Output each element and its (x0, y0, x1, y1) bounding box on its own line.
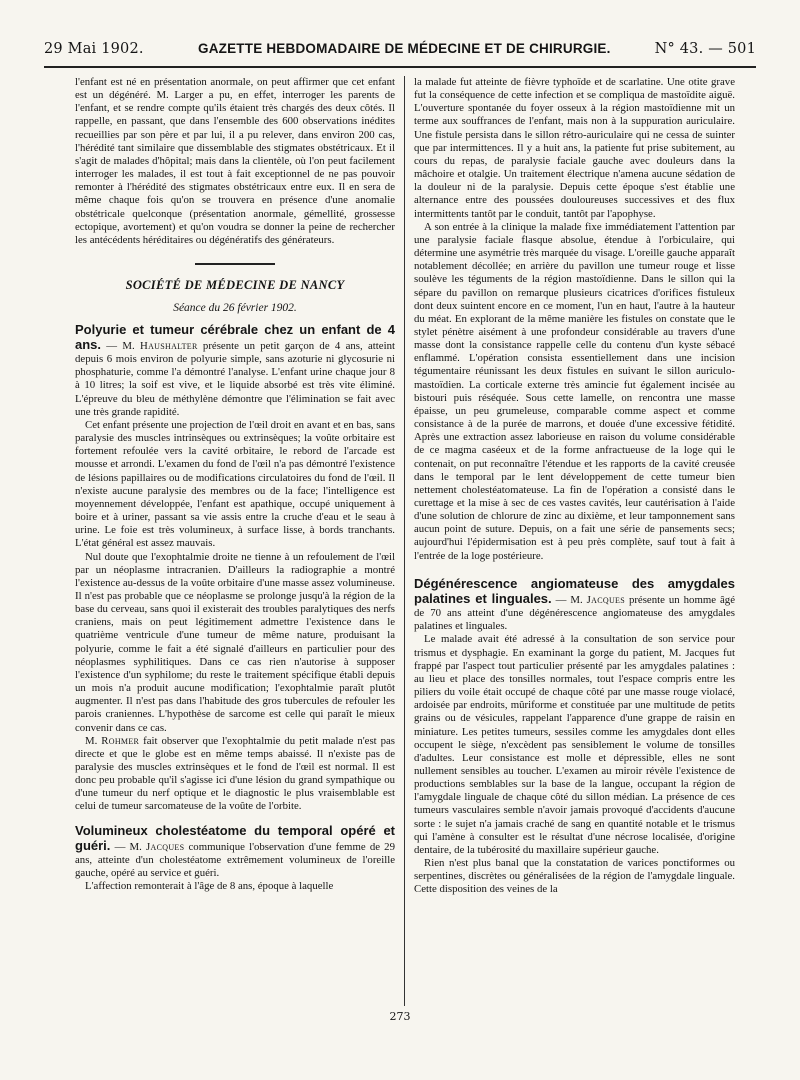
paragraph: Le malade avait été adressé à la consultation de son service pour trismus et dysphagie. En examinant la gorge du patient, M. Jacques fut frappé par l'aspect tout particulier présenté par les amygdales palatines : au lieu et place des tonsilles normales, tout l'espace compris entre les piliers du voile était occupé de chaque côté par une masse rouge violacé, ardoisée par endroits, mûriforme et constituée par une multitude de petits grains ou de vésicules, rappelant l'apparence d'une grappe de raisin en miniature. Les petites tumeurs, sessiles comme les amygdales dont elles occupent le siège, n'excèdent pas sensiblement le volume de tonsilles d'adultes. Leur consistance est molle et dépressible, elles ne sont nullement sensibles au toucher. L'examen au miroir révèle l'existence de productions semblables sur la base de la langue, occupant la région de l'amygdale linguale de chaque côté du sillon médian. La présence de ces tumeurs vasculaires semble n'avoir jamais provoqué d'accidents d'aucune sorte : le sujet n'a jamais craché de sang en quantité notable et le trismus qui l'amène à consulter est le résultat d'une nécrose localisée, d'origine dentaire, de la tubérosité du maxillaire supérieur gauche. (414, 633, 735, 856)
page-header (44, 38, 756, 60)
session-date: Séance du 26 février 1902. (173, 301, 297, 314)
header-rule (44, 66, 756, 68)
header-issue-page: N° 43. — 501 (654, 41, 756, 57)
column-divider (404, 76, 405, 1006)
paragraph: Cet enfant présente une projection de l'œil droit en avant et en bas, sans paralysie des muscles intrinsèques ou extrinsèques; la voûte orbitaire est fortement refoulée vers la cavité orbitaire, le rebord de l'arcade est mousse et arrondi. L'examen du fond de l'œil n'a pas démontré l'existence de lésions papillaires ou de modifications circulatoires du fond de l'œil. Il n'existe aucune paralysie des membres ou de la face; l'intelligence est moyennement développée, l'enfant est apathique, occupé uniquement à boire et à uriner, passant sa vie assis entre la cruche d'eau et le seau à urine. Le foie est très volumineux, à surface lisse, à bords tranchants. L'état général est assez mauvais. (75, 418, 395, 550)
paragraph: Rien n'est plus banal que la constatation de varices ponctiformes ou serpentines, discrètes ou généralisées de la région de l'amygdale linguale. Cette disposition des veines de la (414, 857, 735, 896)
continued-paragraph: l'enfant est né en présentation anormale, on peut affirmer que cet enfant est un dégénéré. M. Larger a pu, en effet, interroger les parents de l'enfant, et se rendre compte qu'ils étaient très chargés des deux côtés. Il rappelle, en passant, que dans l'ensemble des 600 observations inédites recueillies par son père et par lui, il a pu relever, dans environ 200 cas, l'hérédité tant similaire que dissemblable des stigmates obstétricaux. Et il s'agit de malades d'hôpital; mais dans la clientèle, où l'on peut facilement interroger les malades, il est tout à fait exceptionnel de ne pas pouvoir remonter à l'hérédité des stigmates obstétricaux entre eux. Il en sera de même chaque fois qu'on se trouvera en présence d'une anomalie obstétricale quelconque (présentation anormale, gémellité, grossesse ectopique, avortement) et qu'on voudra se donner la peine de rechercher les antécédents héréditaires ou dégénératifs des générateurs. (75, 76, 395, 246)
author-rohmer: Rohmer (101, 734, 140, 747)
header-journal-title: GAZETTE HEBDOMADAIRE DE MÉDECINE ET DE CHIRURGIE. (198, 41, 611, 56)
article-degenerescence: Dégénérescence angiomateuse des amygdales palatines et linguales. — M. Jacques présente un homme âgé de 70 ans atteint d'une dégénérescence angiomateuse des amygdales palatines et linguales. (414, 575, 735, 633)
paragraph-rohmer: M. Rohmer fait observer que l'exophtalmie du petit malade n'est pas directe et que le globe est en même temps abaissé. Il n'existe pas de paralysie des muscles extrinsèques et le fond de l'œil est normal. Il est donc peu probable qu'il s'agisse ici d'une lésion du grand sympathique ou d'une tumeur du nerf optique et le diagnostic le plus vraisemblable est celui de tumeur sarcomateuse de la voûte de l'orbite. (75, 734, 395, 813)
section-rule (195, 263, 275, 265)
paragraph: A son entrée à la clinique la malade fixe immédiatement l'attention par une paralysie faciale flasque absolue, étendue à l'orbiculaire, qui détermine une asymétrie très marquée du visage. L'oreille gauche apparaît notablement décollée; en arrière du pavillon une tumeur rouge et lisse soulève les téguments de la région mastoïdienne. Dans le sillon qui la sépare du pavillon on remarque plusieurs cicatrices d'orifices fistuleux dont deux suintent encore en ce moment, l'un en haut, l'autre à la hauteur du méat. En explorant de la même manière les fistules on constate que le stylet pénètre aisément à une profondeur considérable au travers d'une masse dont la consistance rappelle celle du contenu d'un kyste sébacé enflammé. L'opération consista essentiellement dans une incision tégumentaire réunissant les deux fistules en suivant le sillon auriculo-mastoïdien. La corticale externe très amincie fut également incisée au bistouri puis réséquée. Sous cette lamelle, on rencontra une masse épaisse, un peu grumeleuse, comparable comme aspect et comme consistance à de la purée de marrons, et douée d'une excessive fétidité. Après une extraction assez laborieuse en raison du volume considérable de ce magma caséeux et de la forme anfractueuse de la loge qui le contenait, on put reconnaître l'étendue et les rapports de la cavité creusée dans le temporal par le lent développement de cette tumeur bien nettement cholestéatomateuse. La fin de l'opération a consisté dans le curettage et la mise à sec de ces vastes cavités, leur cautérisation à l'aide d'une solution de chlorure de zinc au dixième, et leur tamponnement sans aucun point de suture. Depuis, on a fait une série de pansements secs; aujourd'hui l'épidermisation est à peu près complète, sauf tout à fait à l'entrée de la loge postérieure. (414, 220, 735, 562)
left-column (75, 76, 395, 1038)
article-cholesteatome: Volumineux cholestéatome du temporal opéré et guéri. — M. Jacques communique l'observation d'une femme de 29 ans, atteinte d'un cholestéatome extrêmement volumineux de l'oreille gauche, opéré au service et guéri. (75, 822, 395, 880)
right-column (414, 76, 735, 1038)
article-title-cholesteatome: Volumineux cholestéatome du temporal opéré et guéri. (75, 822, 395, 853)
author-jacques: Jacques (586, 593, 625, 606)
society-title: SOCIÉTÉ DE MÉDECINE DE NANCY (125, 277, 345, 292)
paragraph: L'affection remonterait à l'âge de 8 ans, époque à laquelle (85, 880, 334, 893)
paragraph: Nul doute que l'exophtalmie droite ne tienne à un refoulement de l'œil par un néoplasme intracranien. D'ailleurs la radiographie a montré l'existence au-dessus de la voûte orbitaire d'une masse assez volumineuse. Il n'est pas probable que ce néoplasme se prolonge jusqu'à la région de la base du cerveau, sans quoi il existerait des troubles paralytiques des nerfs craniens, mais on peut légitimement admettre l'existence dans le quatrième ventricule d'une tumeur de même nature, produisant la polyurie, comme le fait a été signalé d'ailleurs en particulier pour des néoplasmes syphilitiques. Dans ce cas rien n'autorise à supposer l'existence d'un syphilome; du reste le traitement spécifique établi depuis un mois n'a produit aucune modification; l'exophtalmie paraît plutôt augmenter. Il n'est pas dans l'habitude des gros tubercules de refouler les parois craniennes. L'hypothèse de sarcome est celle qui paraît le mieux convenir dans ce cas. (75, 550, 395, 734)
article-title-degenerescence: Dégénérescence angiomateuse des amygdales palatines et linguales. (414, 575, 735, 606)
article-title-polyurie: Polyurie et tumeur cérébrale chez un enfant de 4 ans. (75, 321, 395, 352)
article-polyurie: Polyurie et tumeur cérébrale chez un enfant de 4 ans. — M. Haushalter présente un petit garçon de 4 ans, atteint depuis 6 mois environ de polyurie simple, sans azoturie ni glycosurie ni phosphaturie, comme l'a démontré l'analyse. L'enfant urine chaque jour 8 à 10 litres; la soif est vive, et le liquide absorbé est très vite éliminé. L'épreuve du bleu de méthylène démontre que l'élimination se fait avec une très grande rapidité. (75, 321, 395, 418)
page-number: 273 (389, 1010, 411, 1023)
header-date: 29 Mai 1902. (44, 41, 144, 57)
paragraph: la malade fut atteinte de fièvre typhoïde et de scarlatine. Une otite grave fut la conséquence de cette infection et se compliqua de mastoïdite aiguë. L'ouverture spontanée du foyer osseux à la région mastoïdienne mit un terme aux souffrances de l'enfant, mais non à la suppuration auriculaire. Une fistule persista dans le sillon rétro-auriculaire qui ne cessa de suinter que par intermittences. Il y a huit ans, la patiente fut prise subitement, au cours du repas, de paralysie faciale gauche avec douleurs dans la mâchoire et otalgie. Un traitement électrique n'amena aucune sédation de la douleur ni de la paralysie. Depuis cette époque s'est établie une alternance entre des poussées douloureuses successives et des flux intermittents tantôt par le conduit, tantôt par l'apophyse. (414, 76, 735, 220)
author-haushalter: Haushalter (140, 340, 198, 352)
author-jacques: Jacques (146, 840, 185, 853)
